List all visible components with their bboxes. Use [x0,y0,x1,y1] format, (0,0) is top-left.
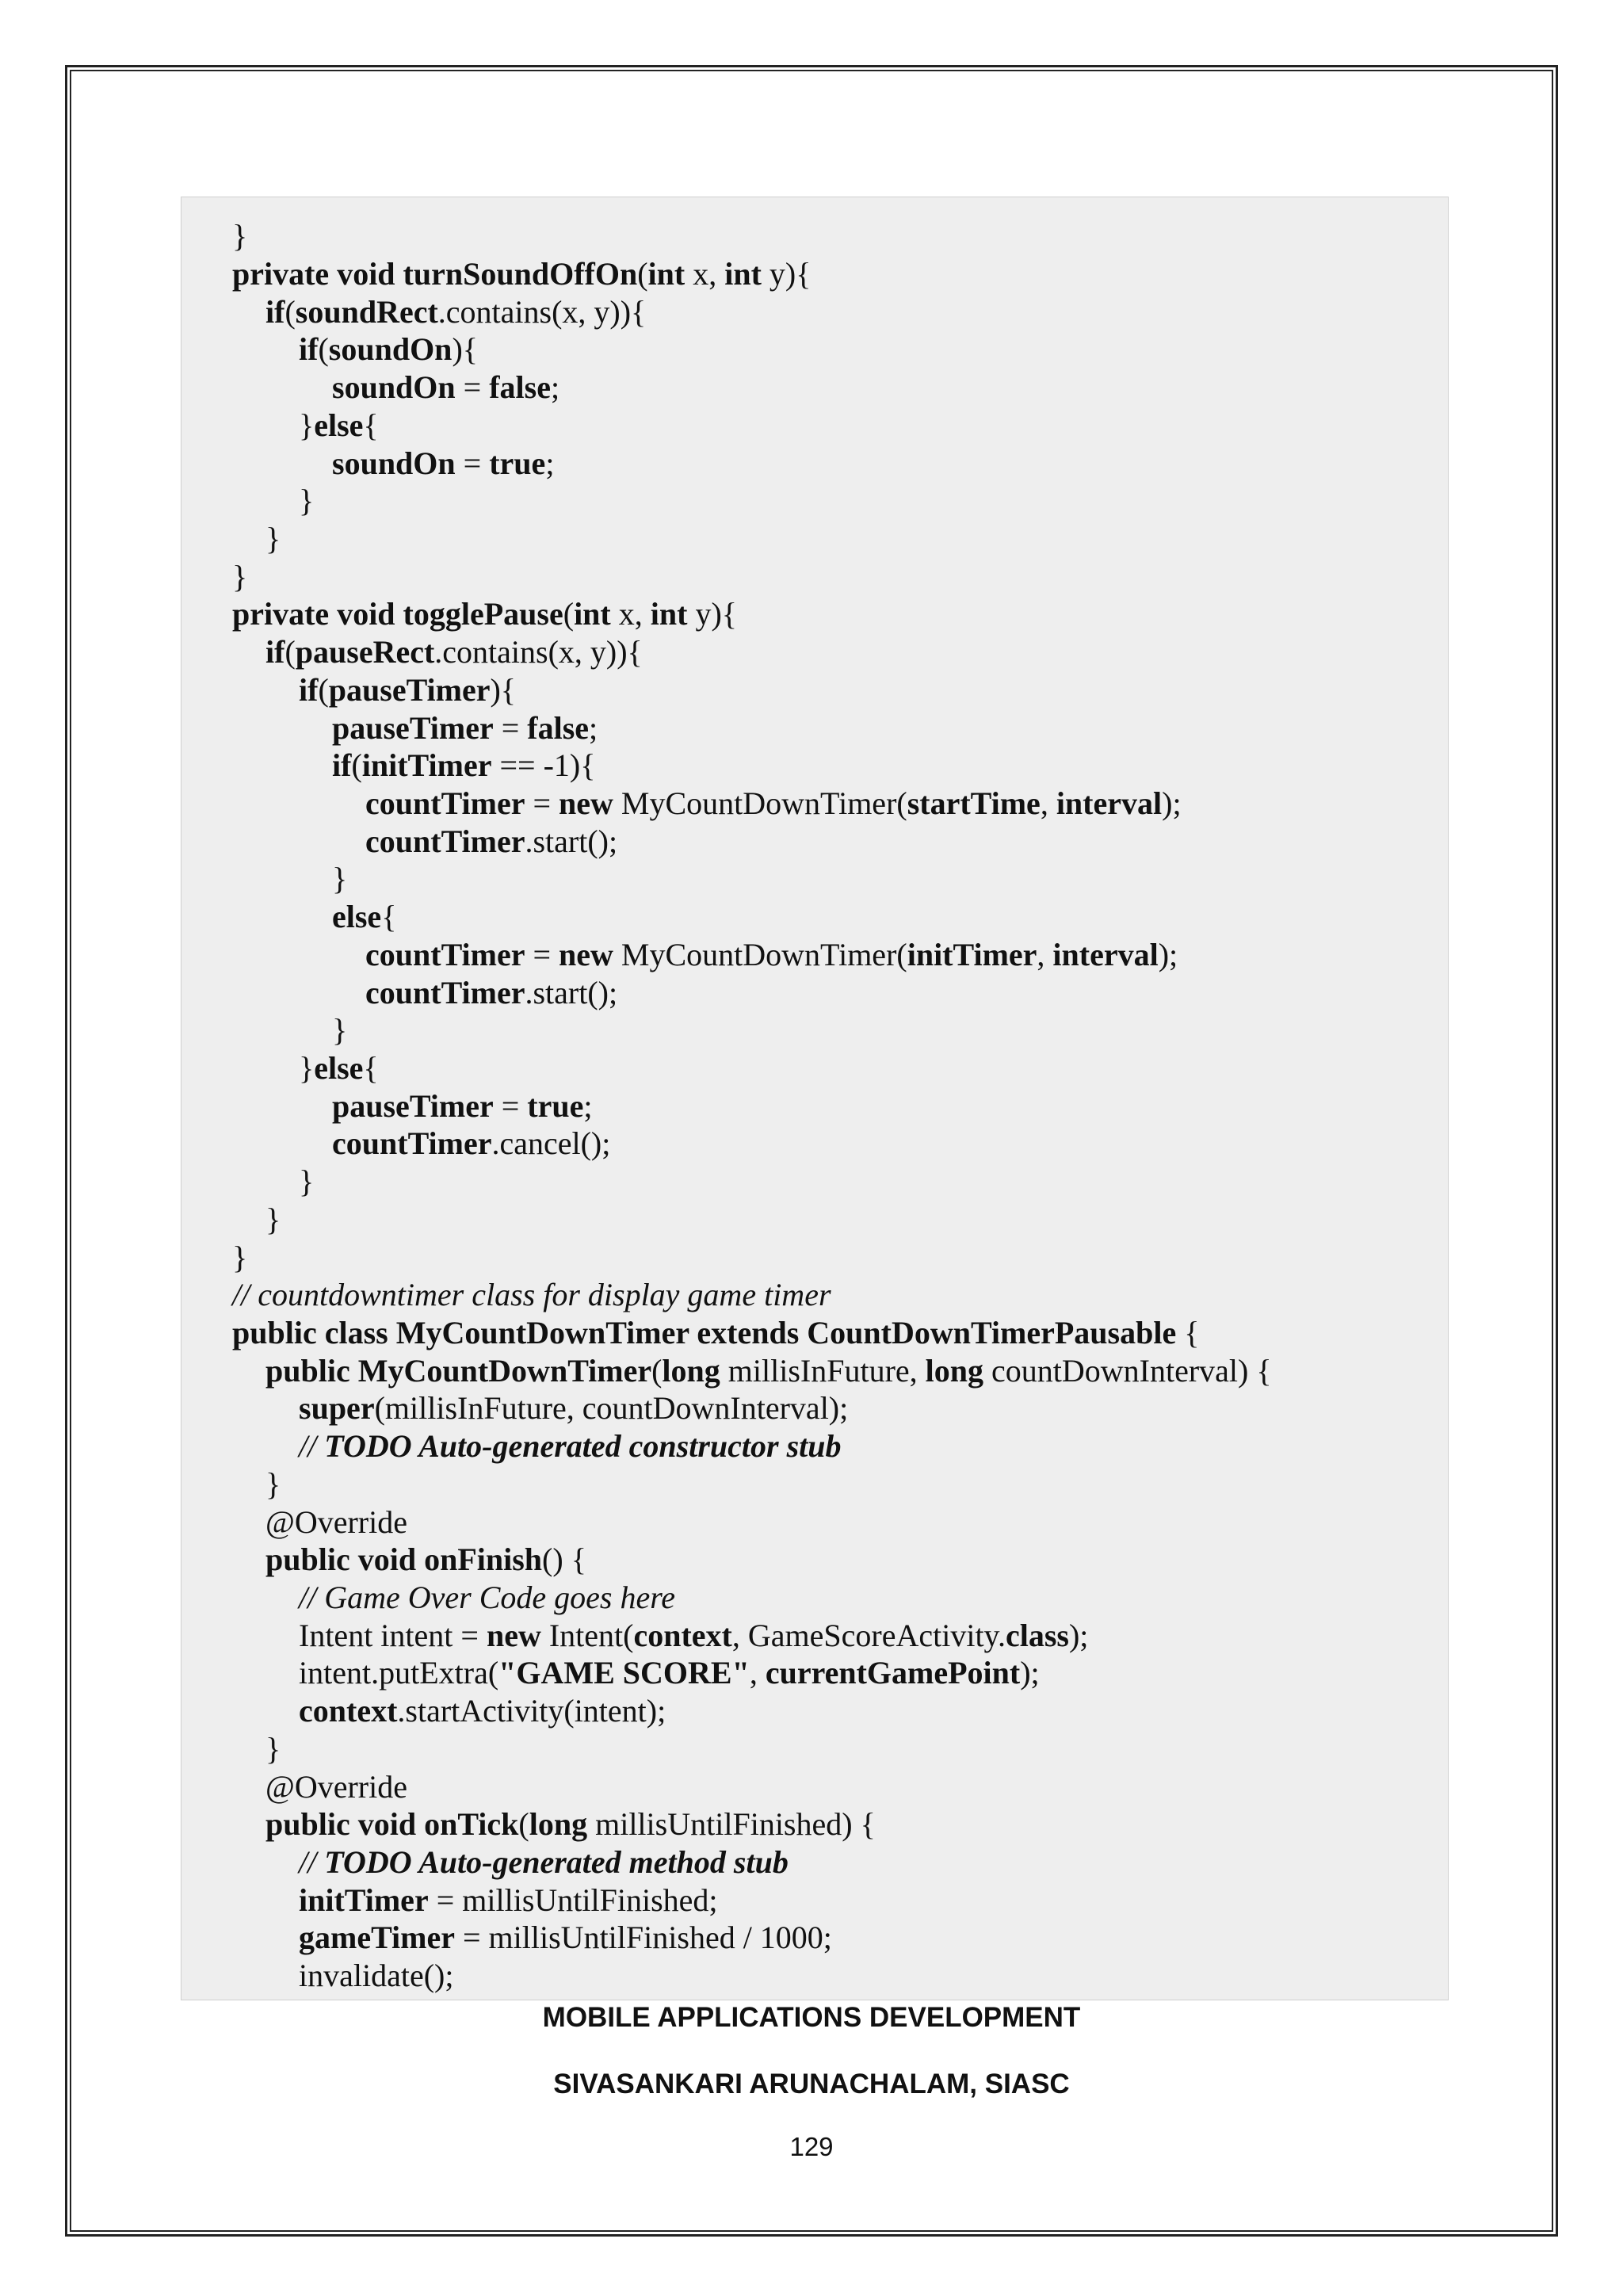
code-token: = [455,445,490,481]
code-token: { [1176,1315,1200,1350]
code-token: ); [1158,937,1178,972]
code-line [299,1579,675,1617]
code-line [299,330,478,369]
code-token: { [381,899,397,934]
code-token: } [265,1466,281,1502]
code-token: Intent( [540,1618,634,1653]
code-token: new [559,785,613,821]
code-token: () { [542,1541,586,1577]
code-token: countTimer [365,937,525,972]
code-token: invalidate(); [299,1958,454,1993]
code-token: } [299,1050,315,1086]
code-token: soundOn [328,331,453,367]
code-block [181,197,1449,2000]
code-token: ; [583,1088,593,1124]
code-token: "GAME SCORE" [498,1655,750,1690]
code-token: TODO Auto-generated constructor stub [324,1428,842,1464]
code-token: .startActivity(intent); [397,1693,666,1729]
code-line [332,369,559,407]
code-token: private void togglePause [232,596,563,632]
code-token: @Override [265,1504,407,1540]
code-token: , GameScoreActivity. [731,1618,1006,1653]
code-line [365,823,617,861]
code-token: ); [1162,785,1182,821]
code-token: initTimer [361,747,492,783]
code-token: = [525,785,559,821]
code-token: initTimer [299,1882,429,1918]
code-token: if [265,294,285,330]
code-line [299,1389,848,1427]
code-token: = [525,937,559,972]
code-token: currentGamePoint [765,1655,1021,1690]
code-line [265,1201,281,1239]
code-token: public void onTick [265,1806,519,1842]
author-line: SIVASANKARI ARUNACHALAM, SIASC [553,2069,1070,2099]
code-token: countTimer [332,1125,492,1161]
code-token: = [493,710,528,746]
code-token: ( [563,596,575,632]
code-token: if [265,634,285,670]
code-token: ( [651,1353,663,1389]
code-token: } [265,1731,281,1767]
code-token: { [363,407,379,443]
code-token: // countdowntimer class for display game timer [232,1277,831,1312]
code-token: // [299,1428,325,1464]
code-token: ; [589,710,598,746]
code-line [332,860,347,898]
code-token: , [749,1655,766,1690]
code-line [332,1011,347,1049]
code-token: ){ [452,331,478,367]
code-line [232,558,247,596]
code-line [232,255,811,293]
code-token: .start(); [525,823,618,859]
code-token: ( [637,256,648,292]
code-line [365,785,1182,823]
code-token: (millisInFuture, countDownInterval); [374,1390,849,1426]
code-token: MyCountDownTimer( [613,937,907,972]
code-line [365,936,1178,974]
code-token: context [299,1693,398,1729]
code-line [265,1805,876,1843]
code-line [299,1654,1040,1692]
code-line [265,293,646,331]
code-token: ( [285,294,296,330]
code-line [299,1163,314,1201]
code-token: x, [610,596,651,632]
code-token: soundRect [295,294,438,330]
code-token: int [647,256,685,292]
code-line [265,1768,407,1806]
code-line [265,1503,407,1541]
code-line [265,1465,281,1503]
code-token: ( [318,331,329,367]
code-token: public MyCountDownTimer [265,1353,652,1389]
page-number: 129 [789,2132,834,2161]
code-token: MyCountDownTimer( [613,785,907,821]
code-token: startTime [907,785,1041,821]
code-token: == -1){ [491,747,596,783]
code-token: x, [685,256,725,292]
code-line [332,445,554,483]
code-token: countDownInterval) { [983,1353,1272,1389]
code-token: } [299,407,315,443]
code-token: interval [1056,785,1163,821]
code-token: interval [1052,937,1159,972]
code-line [299,482,314,520]
code-token: pauseTimer [328,672,491,708]
code-token: countTimer [365,785,525,821]
code-token: ( [285,634,296,670]
code-token: gameTimer [299,1920,455,1955]
code-token: , [1037,937,1053,972]
code-line [365,974,617,1012]
code-token: } [265,1201,281,1237]
code-token: ; [551,369,560,405]
code-line [332,709,598,747]
code-line [299,1692,666,1730]
code-token: pauseTimer [332,1088,494,1124]
code-token: = [493,1088,528,1124]
code-token: } [232,559,248,594]
code-token: if [332,747,352,783]
code-token: if [299,672,319,708]
code-token: int [574,596,611,632]
code-line [299,407,379,445]
code-token: countTimer [365,975,525,1010]
code-line [299,1919,832,1957]
code-token: true [527,1088,584,1124]
code-line [232,1276,831,1314]
code-token: @Override [265,1769,407,1805]
code-token: context [633,1618,732,1653]
code-line [265,1352,1272,1390]
code-token: // [299,1844,325,1880]
code-token: millisInFuture, [720,1353,926,1389]
code-line [232,1314,1199,1352]
code-token: } [299,483,315,518]
code-token: countTimer [365,823,525,859]
code-token: ); [1068,1618,1089,1653]
code-token: else [314,407,364,443]
code-token: long [925,1353,984,1389]
code-line [332,747,595,785]
code-token: ){ [490,672,517,708]
code-token: } [299,1163,315,1199]
code-token: false [527,710,590,746]
code-line [299,1049,379,1087]
code-token: } [265,521,281,556]
code-token: int [650,596,688,632]
code-line [332,898,396,936]
code-line [265,1541,586,1579]
code-token: intent.putExtra( [299,1655,499,1690]
code-line [232,217,247,255]
code-token: class [1005,1618,1069,1653]
code-token: new [559,937,613,972]
code-line [299,671,516,709]
code-token: long [529,1806,588,1842]
code-token: true [489,445,546,481]
code-token: } [232,218,248,254]
code-line [265,1730,281,1768]
code-token: y){ [761,256,812,292]
code-line [299,1617,1088,1655]
code-token: long [662,1353,720,1389]
code-token: else [332,899,382,934]
code-line [299,1427,842,1465]
code-token: = millisUntilFinished / 1000; [454,1920,832,1955]
code-line [232,595,737,633]
code-token: .contains(x, y)){ [437,294,647,330]
code-line [265,633,643,671]
code-token: = [455,369,490,405]
code-line [265,520,281,558]
code-line [299,1843,789,1881]
code-line [299,1881,718,1920]
code-token: ( [351,747,362,783]
code-token: TODO Auto-generated method stub [324,1844,789,1880]
code-token: pauseRect [295,634,435,670]
code-token: .cancel(); [491,1125,611,1161]
code-token: y){ [687,596,737,632]
code-token: ); [1020,1655,1040,1690]
code-token: if [299,331,319,367]
code-token: = millisUntilFinished; [428,1882,718,1918]
code-token: } [332,1012,348,1048]
code-token: private void turnSoundOffOn [232,256,638,292]
code-line [299,1957,453,1995]
code-token: initTimer [907,937,1037,972]
code-token: soundOn [332,445,456,481]
code-token: public class MyCountDownTimer extends CountDownTimerPausable [232,1315,1177,1350]
code-token: } [232,1240,248,1275]
code-token: millisUntilFinished) { [587,1806,876,1842]
code-token: super [299,1390,375,1426]
code-token: } [332,861,348,896]
code-token: , [1040,785,1056,821]
code-token: else [314,1050,364,1086]
code-token: ( [518,1806,529,1842]
code-token: { [363,1050,379,1086]
code-line [232,1239,247,1277]
code-token: public void onFinish [265,1541,543,1577]
code-token: // Game Over Code goes here [299,1580,676,1615]
code-token: .contains(x, y)){ [434,634,643,670]
code-token: new [486,1618,541,1653]
code-token: false [489,369,551,405]
code-token: ; [545,445,555,481]
code-token: int [724,256,762,292]
code-token: soundOn [332,369,456,405]
code-line [332,1125,610,1163]
code-token: ( [318,672,329,708]
code-token: pauseTimer [332,710,494,746]
course-title: MOBILE APPLICATIONS DEVELOPMENT [542,2002,1081,2033]
code-line [332,1087,592,1125]
code-token: Intent intent = [299,1618,487,1653]
code-token: .start(); [525,975,618,1010]
